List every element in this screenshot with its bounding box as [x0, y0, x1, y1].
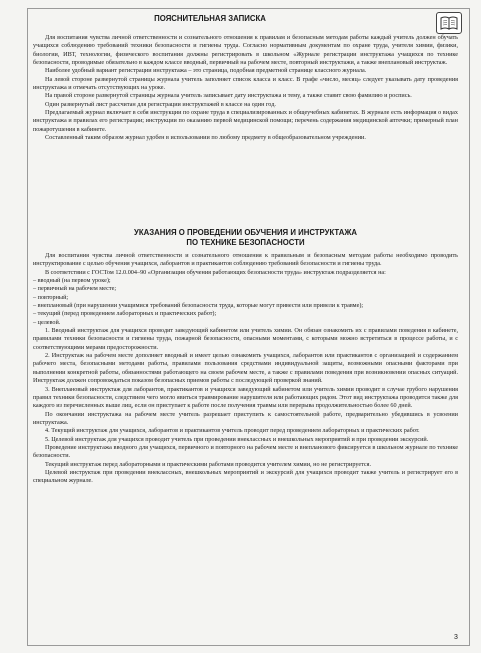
- page-title: ПОЯСНИТЕЛЬНАЯ ЗАПИСКА: [154, 14, 266, 23]
- page-number: 3: [454, 634, 458, 641]
- paragraph: Текущий инструктаж перед лабораторными и практическими работами проводится учителем химии, но не регистрируется.: [45, 460, 372, 468]
- list-item: – первичный на рабочем месте;: [33, 285, 117, 293]
- paragraph: 5. Целевой инструктаж для учащихся проводит учитель при проведении внеклассных и внешкольных мероприятий и при проведении экскурсий.: [45, 435, 429, 443]
- paragraph: Для воспитания чувства личной ответственности и сознательного отношения к правилам и безопасным методам работы каждый учитель должен обучать учащихся соблюдению требований техники безопасности и гигиены труда. Согласно нормативным документам по охране труда, учителя химии, физики, биологии, ИВТ, технологии, физического воспитания должны регистрировать в школьном «Журнале регистрации инструктажа учащихся по технике безопасности, проводимые обязательно в каждом классе вводный, первичный на рабочем месте, повторный инструктажи, а также внеплановый инструктаж.: [33, 34, 458, 67]
- paragraph: Проведение инструктажа вводного для учащихся, первичного и повторного на рабочем месте и внепланового фиксируется в школьном журнале по технике безопасности.: [33, 443, 458, 460]
- list-item: – текущий (перед проведением лабораторных и практических работ);: [33, 310, 217, 318]
- list-item: – внеплановый (при нарушении учащимися требований безопасности труда, которые могут привести или привели к травме);: [33, 302, 364, 310]
- section-explanatory-note: [33, 34, 458, 142]
- paragraph: Наиболее удобный вариант регистрации инструктажа – это страница, подобная предметной странице классного журнала.: [45, 67, 367, 75]
- paragraph: 1. Вводный инструктаж для учащихся проводит заведующий кабинетом или учитель химии. Он обязан ознакомить их с правилами поведения в кабинете, правилами техники безопасности и гигиены труда, пожарной безопасности, опасными моментами, с которыми можно встретиться в процессе работы, и с соответствующими мерами предосторожности.: [33, 327, 458, 351]
- list-item: – целевой.: [33, 318, 61, 326]
- section-title-line: ПО ТЕХНИКЕ БЕЗОПАСНОСТИ: [186, 237, 305, 247]
- list-item: – повторный;: [33, 293, 69, 301]
- section-title: [33, 228, 458, 247]
- paragraph: 3. Внеплановый инструктаж для лаборантов, практикантов и учащихся заведующий кабинетом или учитель химии проводит в случае грубого нарушения правил техники безопасности, следствием чего могло явиться травмирование нарушителя или работающих рядом. Этот вид инструктажа проводится также для каждого из перечисленных выше лиц, если он приступает к работе после получения травмы или перерыва продолжительностью более 60 дней.: [33, 385, 458, 410]
- list-item: – вводный (на первом уроке);: [33, 277, 111, 285]
- paragraph: Один развернутый лист рассчитан для регистрации инструктажей в классе на один год.: [45, 100, 276, 108]
- section-title-line: УКАЗАНИЯ О ПРОВЕДЕНИИ ОБУЧЕНИЯ И ИНСТРУКТАЖА: [133, 228, 358, 237]
- section-instructions: [33, 252, 458, 486]
- paragraph: Для воспитания чувства личной ответственности и сознательного отношения к правильным и безопасным методам работы необходимо проводить инструктирование с целью обучения учащихся, лаборантов и практикантов соблюдению требований безопасности и гигиены труда.: [33, 252, 458, 268]
- paragraph: По окончании инструктажа на рабочем месте учитель разрешает приступить к самостоятельной работе, предварительно убедившись в усвоении инструктажа.: [33, 410, 458, 426]
- paragraph: Целевой инструктаж при проведении внеклассных, внешкольных мероприятий и экскурсий для учащихся проводит также учитель и регистрирует его в специальном журнале.: [33, 468, 458, 485]
- book-icon: [436, 12, 462, 34]
- paragraph: На правой стороне развернутой страницы журнала учитель записывает дату инструктажа и тему, а также ставит свою фамилию и роспись.: [45, 92, 412, 100]
- paragraph: 4. Текущий инструктаж для учащихся, лаборантов и практикантов учитель проводит перед проведением лабораторных и практических работ.: [45, 427, 420, 435]
- paragraph: В соответствии с ГОСТом 12.0.004–90 «Организация обучения работающих безопасности труда» инструктаж подразделяется на:: [45, 268, 386, 276]
- paragraph: На левой стороне развернутой страницы журнала учитель заполняет список класса и класс. В графе «число, месяц» следует указывать дату проведения инструктажа и отмечать отсутствующих на уроке.: [33, 75, 458, 92]
- paragraph: 2. Инструктаж на рабочем месте дополняет вводный и имеет целью ознакомить учащихся, лаборантов или практикантов с организацией и содержанием рабочего места, безопасными методами работы, правилами пользования средствами индивидуальной защиты, возможными опасными факторами при выполнении конкретной работы, обязанностями работающего на своем рабочем месте, а также с правилами поведения при возникновении опасных ситуаций. Инструктаж должен сопровождаться показом безопасных приемов работы с последующей проверкой знаний.: [33, 352, 458, 385]
- paragraph: Предлагаемый журнал включает в себя инструкции по охране труда в специализированных и общеучебных кабинетах. В журнале есть информация о видах инструктажа и правилах его регистрации; инструкции по оказанию первой медицинской помощи; перечень содержания медицинской аптечки; примерный план пожаротушения в кабинете.: [33, 109, 458, 133]
- paragraph: Составленный таким образом журнал удобен в использовании по любому предмету в общеобразовательном учреждении.: [45, 134, 366, 142]
